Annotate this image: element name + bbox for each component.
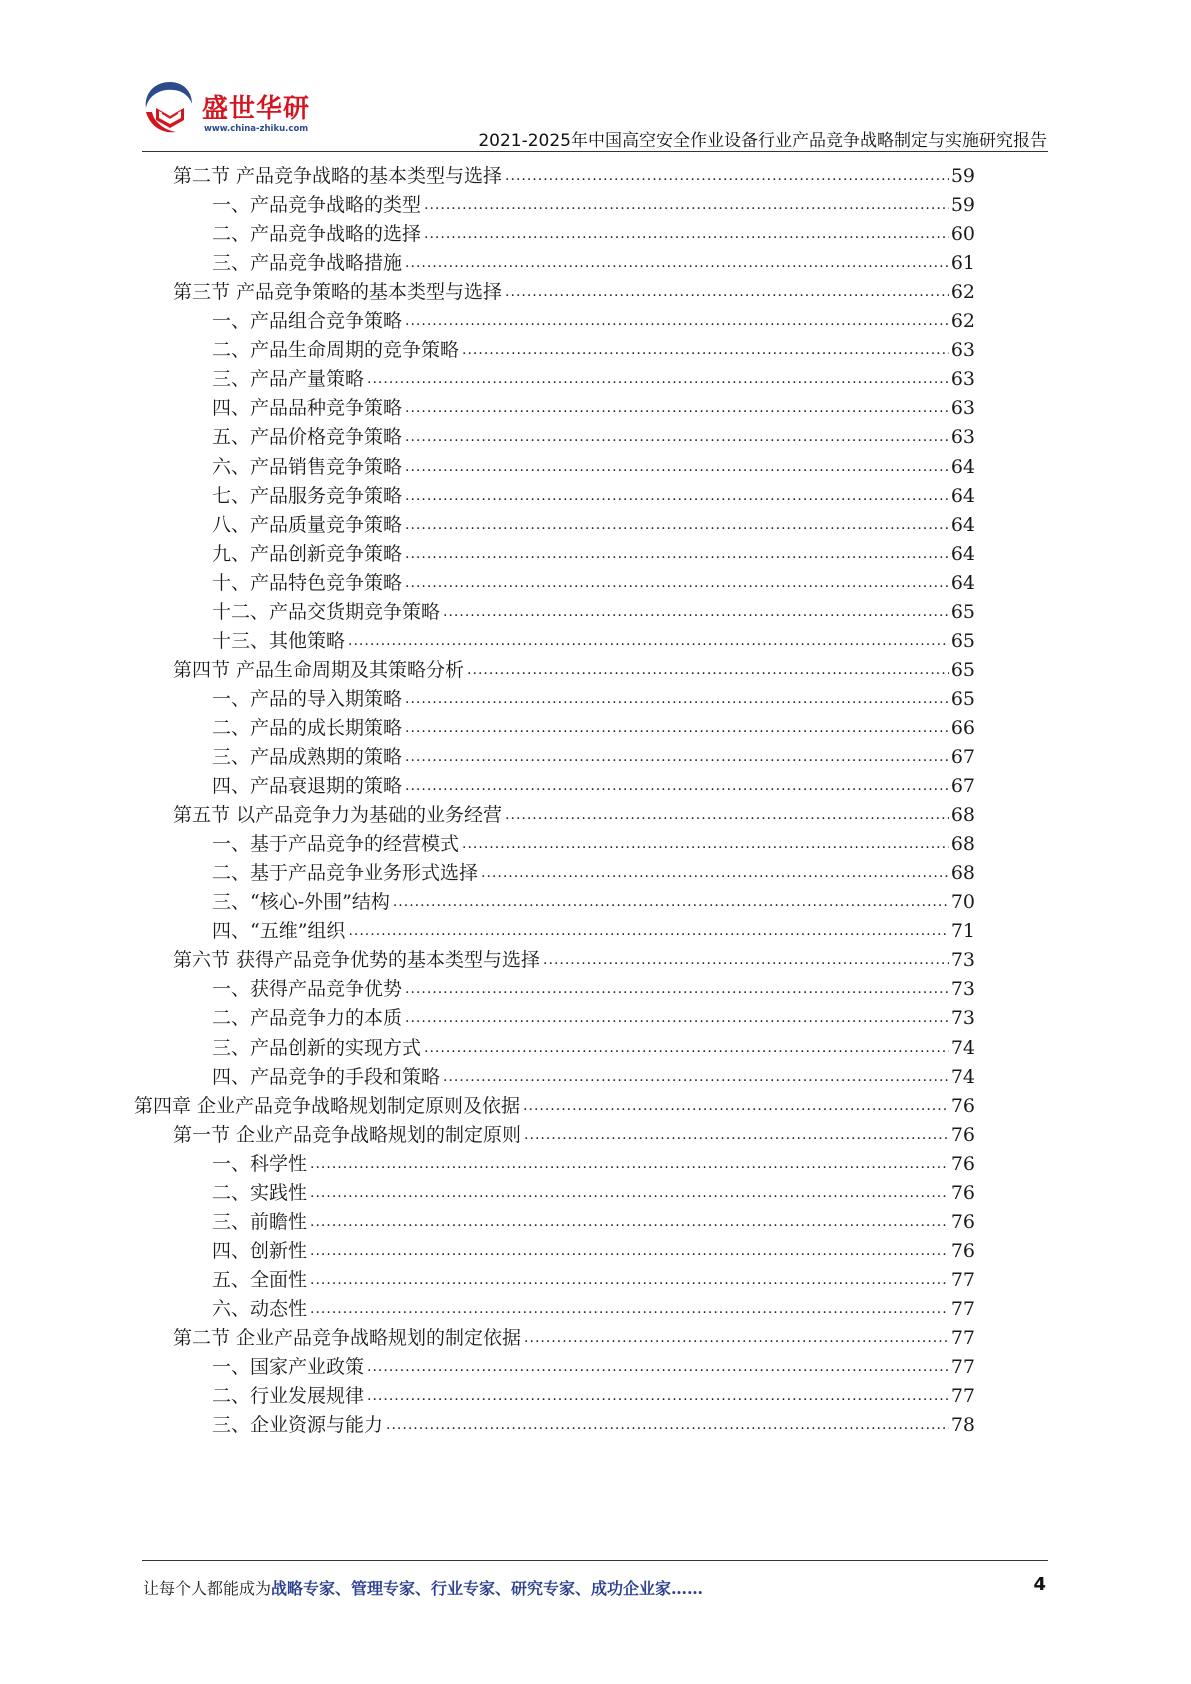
toc-entry-title: 九、产品创新竞争策略 <box>212 542 403 565</box>
toc-entry[interactable] <box>173 942 975 973</box>
toc-entry[interactable] <box>212 1349 975 1380</box>
toc-entry-title: 五、全面性 <box>212 1268 308 1291</box>
toc-entry-page: 67 <box>950 775 975 798</box>
toc-leader-dots <box>348 918 948 944</box>
toc-entry[interactable] <box>173 158 975 189</box>
toc-entry-title: 二、产品竞争战略的选择 <box>212 223 422 246</box>
toc-leader-dots <box>405 570 949 596</box>
toc-entry-title: 八、产品质量竞争策略 <box>212 513 403 536</box>
toc-leader-dots <box>405 512 949 538</box>
toc-entry-title: 七、产品服务竞争策略 <box>212 484 403 507</box>
toc-entry-title: 一、基于产品竞争的经营模式 <box>212 833 460 856</box>
toc-entry[interactable] <box>134 1088 975 1119</box>
toc-entry-page: 62 <box>950 310 975 333</box>
toc-entry-title: 二、产品的成长期策略 <box>212 716 403 739</box>
toc-leader-dots <box>462 831 949 857</box>
toc-entry-page: 65 <box>950 629 975 652</box>
toc-entry-page: 70 <box>950 891 975 914</box>
toc-entry-title: 三、前瞻性 <box>212 1210 308 1233</box>
toc-entry[interactable] <box>173 1320 975 1351</box>
toc-entry-title: 三、产品成熟期的策略 <box>212 746 403 768</box>
toc-entry[interactable] <box>212 1175 975 1206</box>
toc-entry-title: 一、科学性 <box>212 1152 308 1175</box>
toc-entry-page: 73 <box>950 949 975 972</box>
toc-entry-title: 一、产品的导入期策略 <box>212 687 403 710</box>
toc-entry[interactable] <box>212 507 975 538</box>
toc-entry[interactable] <box>212 361 975 392</box>
toc-entry-page: 63 <box>950 368 975 391</box>
toc-entry[interactable] <box>212 826 975 857</box>
toc-leader-dots <box>405 976 949 1002</box>
toc-entry-title: 第六节 获得产品竞争优势的基本类型与选择 <box>173 949 541 972</box>
toc-entry-title: 一、国家产业政策 <box>212 1356 365 1379</box>
toc-entry-page: 64 <box>950 513 975 536</box>
toc-leader-dots <box>393 889 949 915</box>
toc-entry-page: 76 <box>950 1210 975 1233</box>
toc-entry-page: 76 <box>950 1123 975 1146</box>
footer-slogan <box>143 1576 703 1599</box>
toc-leader-dots <box>405 1005 949 1031</box>
toc-entry[interactable] <box>212 187 975 218</box>
toc-entry-title: 十二、产品交货期竞争策略 <box>212 600 441 623</box>
toc-leader-dots <box>424 221 949 247</box>
toc-entry[interactable] <box>212 913 975 944</box>
toc-entry-page: 78 <box>950 1414 975 1437</box>
toc-entry[interactable] <box>212 855 975 886</box>
toc-entry-page: 63 <box>950 426 975 449</box>
toc-entry-page: 73 <box>950 978 975 1001</box>
toc-entry-title: 四、创新性 <box>212 1239 308 1262</box>
toc-entry-title: 五、产品价格竞争策略 <box>212 426 403 449</box>
logo-emblem-icon <box>140 78 202 140</box>
toc-entry-page: 74 <box>950 1036 975 1059</box>
toc-leader-dots <box>367 1354 949 1380</box>
company-logo <box>140 78 310 148</box>
toc-entry[interactable] <box>212 1262 975 1293</box>
toc-entry-page: 68 <box>950 862 975 885</box>
toc-leader-dots <box>310 1296 949 1322</box>
toc-entry[interactable] <box>212 1233 975 1264</box>
toc-entry-title: 十、产品特色竞争策略 <box>212 571 403 594</box>
toc-entry-title: 第一节 企业产品竞争战略规划的制定原则 <box>173 1123 522 1146</box>
logo-url: www.china-zhiku.com <box>204 124 309 134</box>
toc-entry[interactable] <box>212 478 975 509</box>
toc-entry[interactable] <box>212 1204 975 1235</box>
toc-entry[interactable] <box>212 1378 975 1409</box>
toc-leader-dots <box>405 483 949 509</box>
toc-entry-page: 62 <box>950 281 975 304</box>
toc-leader-dots <box>443 599 949 625</box>
toc-entry[interactable] <box>212 303 975 334</box>
toc-entry[interactable] <box>212 710 975 741</box>
toc-leader-dots <box>310 1151 949 1177</box>
page-number: 4 <box>1033 1574 1046 1595</box>
footer-prefix: 让每个人都能成为 <box>143 1579 272 1598</box>
toc-entry-page: 77 <box>950 1268 975 1291</box>
toc-entry[interactable] <box>212 623 975 654</box>
toc-entry-page: 76 <box>950 1181 975 1204</box>
toc-entry[interactable] <box>212 565 975 596</box>
toc-entry-page: 73 <box>950 1007 975 1030</box>
toc-entry-page: 63 <box>950 397 975 420</box>
toc-entry[interactable] <box>212 536 975 567</box>
toc-entry-page: 64 <box>950 455 975 478</box>
toc-entry-page: 64 <box>950 542 975 565</box>
toc-entry-title: 二、产品生命周期的竞争策略 <box>212 339 460 362</box>
toc-leader-dots <box>310 1180 949 1206</box>
toc-leader-dots <box>424 192 949 218</box>
toc-entry-title: 六、动态性 <box>212 1297 308 1320</box>
toc-entry-title: 三、产品创新的实现方式 <box>212 1036 422 1059</box>
toc-entry-title: 四、产品品种竞争策略 <box>212 397 403 420</box>
toc-entry-page: 77 <box>950 1297 975 1320</box>
toc-entry-title: 二、基于产品竞争业务形式选择 <box>212 862 479 885</box>
toc-entry-page: 76 <box>950 1239 975 1262</box>
toc-entry-page: 76 <box>950 1152 975 1175</box>
toc-leader-dots <box>405 744 949 770</box>
toc-entry-title: 第二节 企业产品竞争战略规划的制定依据 <box>173 1327 522 1349</box>
toc-leader-dots <box>524 1122 949 1148</box>
toc-entry-page: 71 <box>950 920 975 943</box>
toc-leader-dots <box>405 308 949 334</box>
toc-entry-page: 68 <box>950 833 975 856</box>
toc-leader-dots <box>505 163 949 189</box>
toc-entry-title: 三、企业资源与能力 <box>212 1414 384 1437</box>
toc-entry[interactable] <box>212 216 975 247</box>
toc-leader-dots <box>443 1064 949 1090</box>
toc-entry[interactable] <box>212 1000 975 1031</box>
toc-entry-title: 四、“五维”组织 <box>212 920 346 943</box>
toc-entry-title: 一、获得产品竞争优势 <box>212 978 403 1001</box>
toc-entry-title: 十三、其他策略 <box>212 629 346 652</box>
toc-entry[interactable] <box>212 884 975 915</box>
toc-leader-dots <box>405 395 949 421</box>
toc-entry-page: 59 <box>950 194 975 217</box>
toc-leader-dots <box>467 657 949 683</box>
logo-text: 盛世华研 <box>202 94 311 124</box>
toc-entry-page: 63 <box>950 339 975 362</box>
footer-emphasis: 战略专家、管理专家、行业专家、研究专家、成功企业家…… <box>271 1579 704 1598</box>
document-title: 2021-2025年中国高空安全作业设备行业产品竞争战略制定与实施研究报告 <box>478 131 1047 151</box>
toc-entry-page: 65 <box>950 687 975 710</box>
toc-entry-page: 65 <box>950 658 975 681</box>
toc-entry-page: 76 <box>950 1094 975 1117</box>
toc-leader-dots <box>405 773 949 799</box>
toc-leader-dots <box>367 1383 949 1409</box>
toc-entry[interactable] <box>212 594 975 625</box>
toc-leader-dots <box>367 366 949 392</box>
toc-entry-page: 77 <box>950 1327 975 1349</box>
footer-divider <box>142 1560 1048 1561</box>
toc-entry-title: 二、行业发展规律 <box>212 1385 365 1408</box>
toc-entry[interactable] <box>212 332 975 363</box>
toc-entry-page: 74 <box>950 1065 975 1088</box>
toc-entry-title: 三、产品产量策略 <box>212 368 365 391</box>
toc-entry-title: 第五节 以产品竞争力为基础的业务经营 <box>173 804 503 827</box>
toc-leader-dots <box>523 1093 949 1119</box>
toc-entry[interactable] <box>173 652 975 683</box>
toc-leader-dots <box>462 337 949 363</box>
toc-leader-dots <box>543 947 949 973</box>
toc-entry[interactable] <box>212 419 975 450</box>
toc-leader-dots <box>524 1325 949 1351</box>
toc-entry[interactable] <box>212 390 975 421</box>
toc-leader-dots <box>310 1209 949 1235</box>
toc-leader-dots <box>481 860 949 886</box>
toc-entry-title: 三、“核心-外围”结构 <box>212 891 390 914</box>
toc-entry[interactable] <box>212 739 975 770</box>
toc-entry[interactable] <box>212 1407 975 1438</box>
toc-entry-page: 60 <box>950 223 975 246</box>
toc-leader-dots <box>405 454 949 480</box>
toc-entry-title: 六、产品销售竞争策略 <box>212 455 403 478</box>
toc-entry-title: 一、产品竞争战略的类型 <box>212 194 422 217</box>
toc-entry-title: 第四节 产品生命周期及其策略分析 <box>173 658 465 681</box>
toc-leader-dots <box>505 279 949 305</box>
toc-leader-dots <box>386 1412 949 1438</box>
toc-leader-dots <box>405 715 949 741</box>
toc-entry[interactable] <box>212 681 975 712</box>
toc-entry[interactable] <box>212 768 975 799</box>
toc-entry-page: 77 <box>950 1385 975 1408</box>
toc-leader-dots <box>405 686 949 712</box>
toc-entry-page: 64 <box>950 484 975 507</box>
toc-leader-dots <box>405 541 949 567</box>
toc-entry[interactable] <box>212 1146 975 1177</box>
toc-entry[interactable] <box>212 245 975 276</box>
toc-entry[interactable] <box>173 274 975 305</box>
toc-entry-title: 二、产品竞争力的本质 <box>212 1007 403 1030</box>
toc-entry-title: 三、产品竞争战略措施 <box>212 252 403 275</box>
toc-entry-page: 59 <box>950 165 975 187</box>
toc-leader-dots <box>505 802 949 828</box>
toc-entry-title: 二、实践性 <box>212 1181 308 1204</box>
toc-entry-title: 四、产品衰退期的策略 <box>212 775 403 798</box>
toc-leader-dots <box>348 628 949 654</box>
toc-entry-title: 第三节 产品竞争策略的基本类型与选择 <box>173 281 503 304</box>
toc-entry[interactable] <box>173 1117 975 1148</box>
toc-leader-dots <box>424 1035 949 1061</box>
toc-leader-dots <box>405 250 949 276</box>
toc-entry-page: 61 <box>950 252 975 275</box>
toc-entry-page: 68 <box>950 804 975 827</box>
toc-entry[interactable] <box>212 449 975 480</box>
toc-entry-page: 64 <box>950 571 975 594</box>
toc-entry[interactable] <box>212 1030 975 1061</box>
toc-entry-title: 一、产品组合竞争策略 <box>212 310 403 333</box>
toc-entry-page: 77 <box>950 1356 975 1379</box>
toc-entry[interactable] <box>212 971 975 1002</box>
toc-leader-dots <box>310 1267 949 1293</box>
toc-leader-dots <box>405 424 949 450</box>
toc-entry[interactable] <box>173 797 975 828</box>
toc-entry-page: 67 <box>950 746 975 768</box>
toc-entry[interactable] <box>212 1291 975 1322</box>
page-header <box>0 0 1191 150</box>
toc-entry-title: 第二节 产品竞争战略的基本类型与选择 <box>173 165 503 187</box>
toc-entry-title: 四、产品竞争的手段和策略 <box>212 1065 441 1088</box>
toc-entry[interactable] <box>212 1059 975 1090</box>
toc-entry-title: 第四章 企业产品竞争战略规划制定原则及依据 <box>134 1094 521 1117</box>
toc-entry-page: 66 <box>950 716 975 739</box>
toc-leader-dots <box>310 1238 949 1264</box>
header-divider <box>142 151 1048 152</box>
toc-entry-page: 65 <box>950 600 975 623</box>
